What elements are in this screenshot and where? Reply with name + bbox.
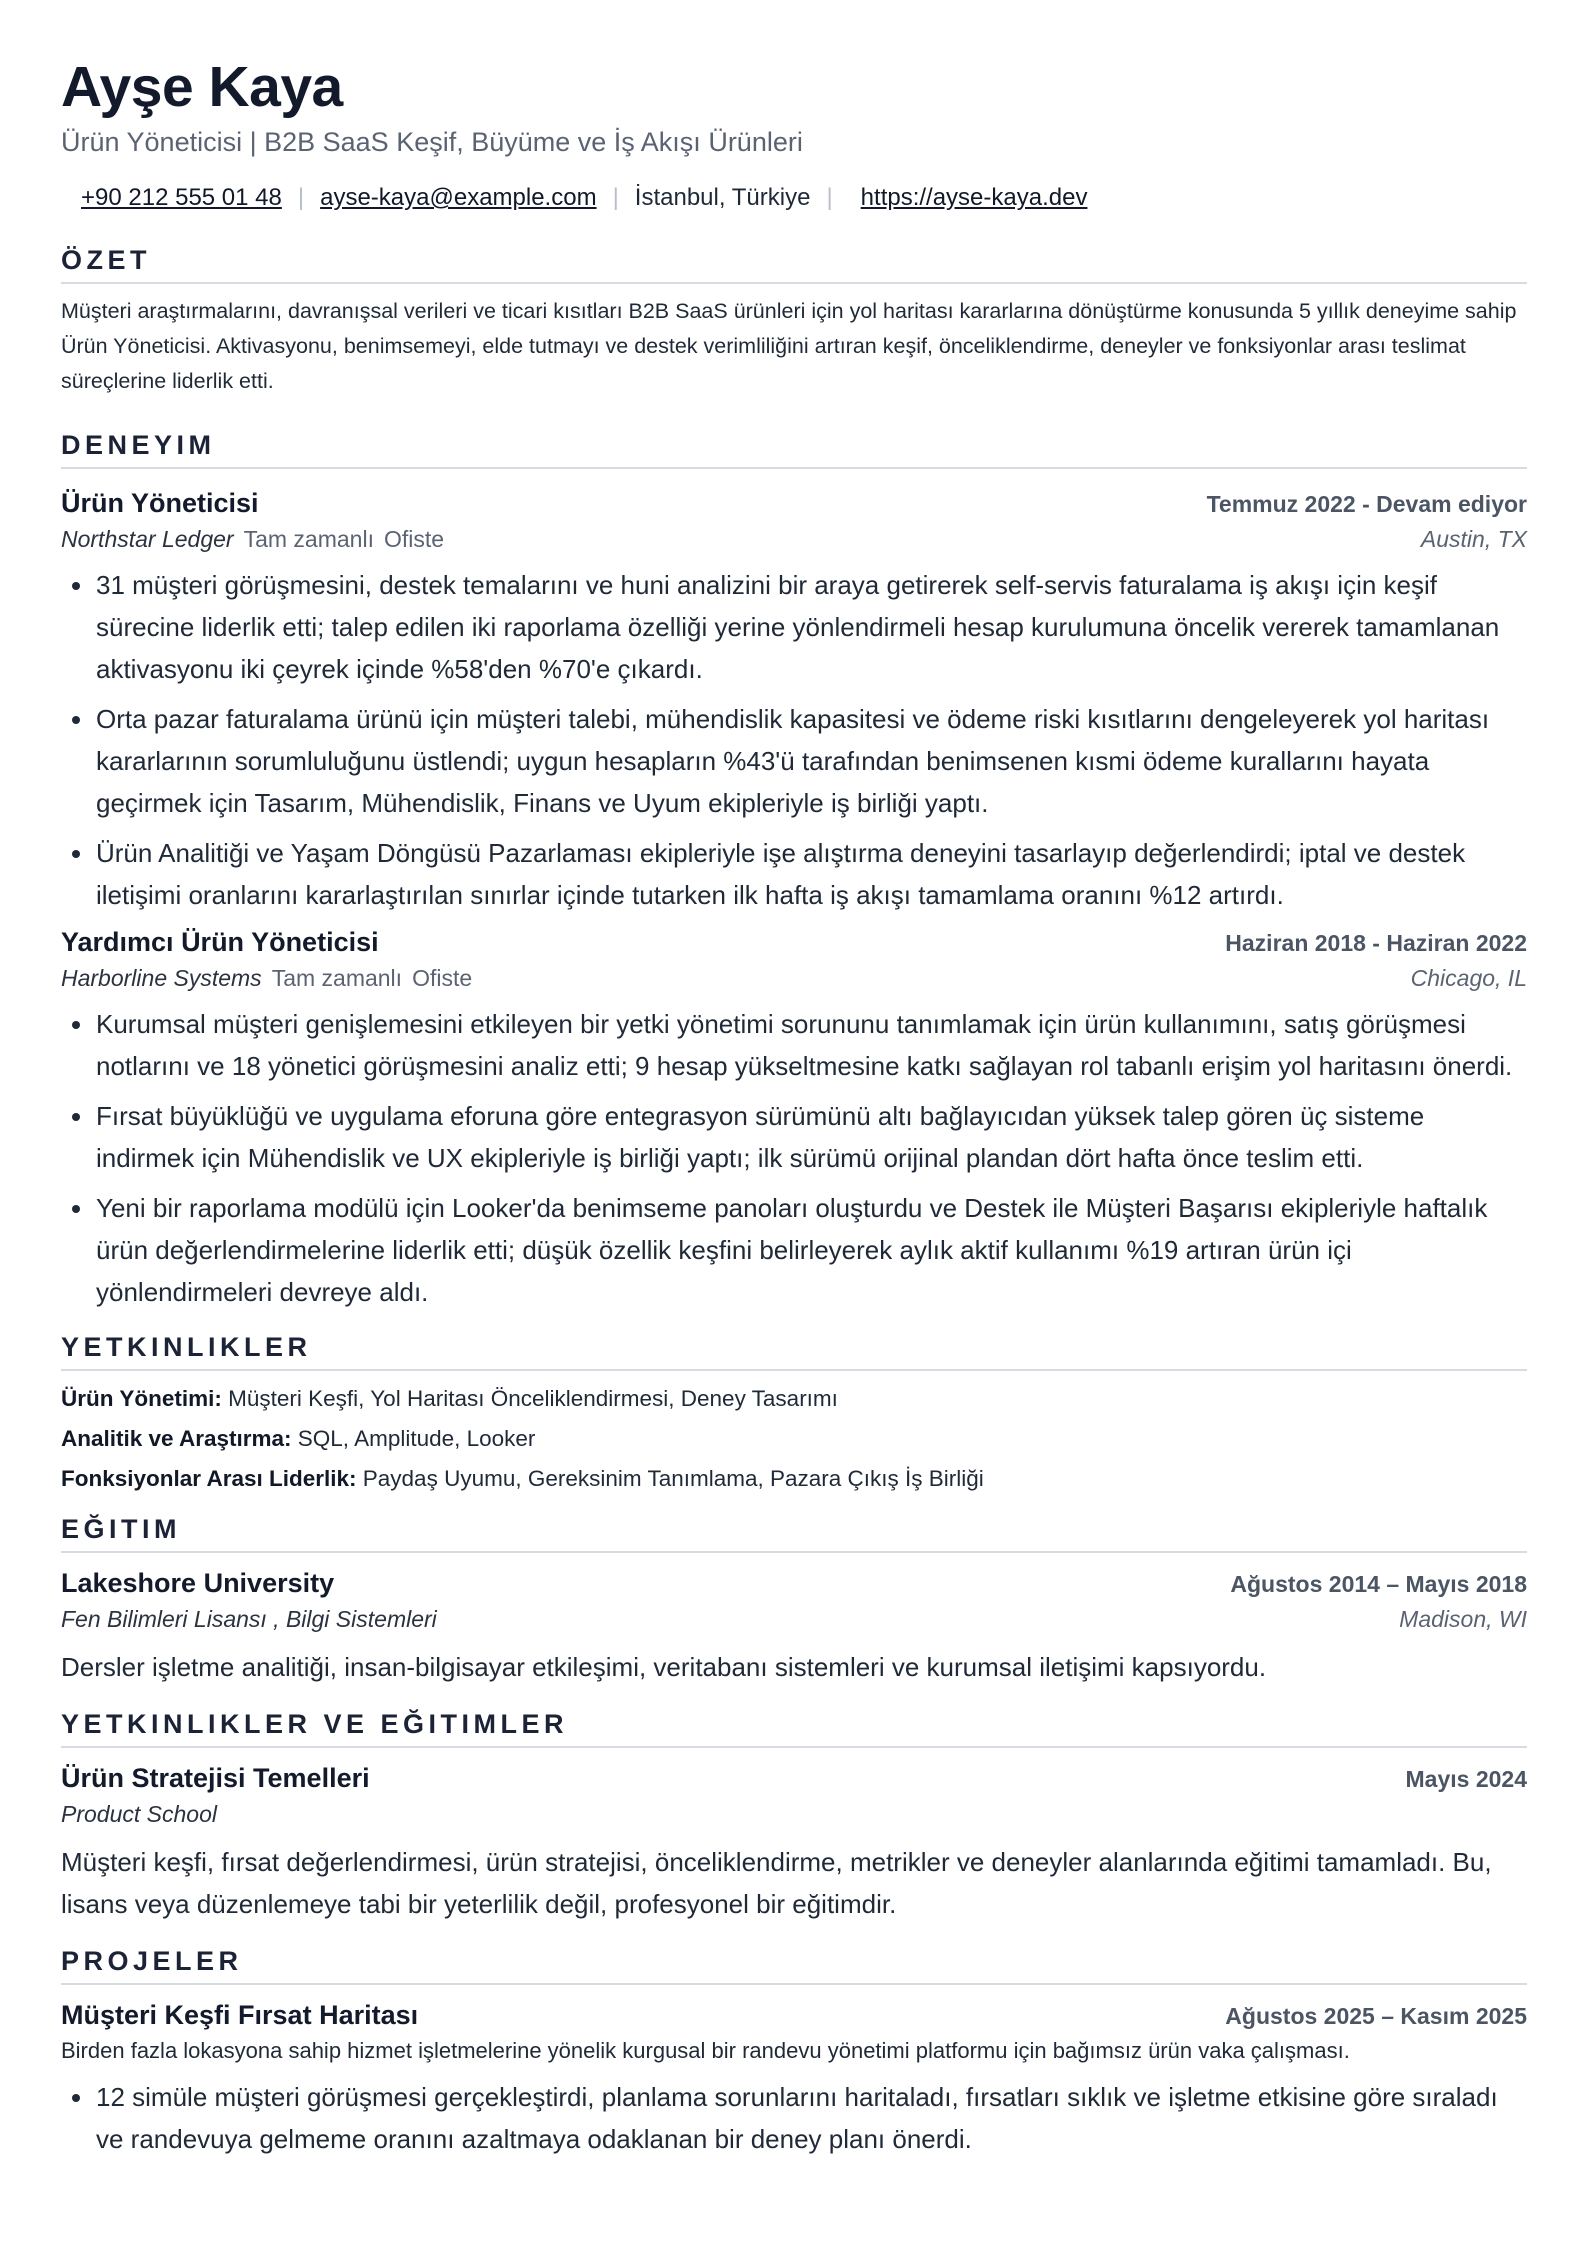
- section-title-education: EĞITIM: [61, 1513, 1527, 1553]
- section-title-experience: DENEYIM: [61, 429, 1527, 469]
- education-description: Dersler işletme analitiği, insan-bilgisayar etkileşimi, veritabanı sistemleri ve kurumsal iletişimi kapsıyordu.: [61, 1652, 1267, 1682]
- location-text: İstanbul, Türkiye: [634, 184, 811, 211]
- skill-value: SQL, Amplitude, Looker: [297, 1426, 536, 1451]
- contact-separator: |: [826, 184, 833, 211]
- job-type: Tam zamanlı: [243, 526, 374, 552]
- education-dates: Ağustos 2014 – Mayıs 2018: [1230, 1571, 1527, 1597]
- website-link[interactable]: https://ayse-kaya.dev: [860, 184, 1088, 211]
- job-role: Yardımcı Ürün Yöneticisi: [61, 927, 379, 957]
- skill-value: Müşteri Keşfi, Yol Haritası Önceliklendirmesi, Deney Tasarımı: [228, 1386, 838, 1411]
- training-provider: Product School: [61, 1801, 217, 1827]
- headline: Ürün Yöneticisi | B2B SaaS Keşif, Büyüme ve İş Akışı Ürünleri: [61, 127, 803, 157]
- degree: Fen Bilimleri Lisansı , Bilgi Sistemleri: [61, 1606, 437, 1632]
- email-link[interactable]: ayse-kaya@example.com: [320, 184, 597, 211]
- list-item: • Fırsat büyüklüğü ve uygulama eforuna göre entegrasyon sürümünü altı bağlayıcıdan yüksek talep gören üç sisteme indirmek için Mühendislik ve UX ekipleriyle iş birliği yaptı; ilk sürümü orijinal plandan dört hafta önce teslim etti.: [95, 1095, 1527, 1179]
- job-bullets: [61, 1003, 1527, 1313]
- skill-label: Analitik ve Araştırma:: [61, 1426, 292, 1451]
- skills-list: [61, 1379, 1527, 1499]
- section-title-summary: ÖZET: [61, 244, 1527, 284]
- training-name: Ürün Stratejisi Temelleri: [61, 1763, 370, 1793]
- job-role: Ürün Yöneticisi: [61, 488, 259, 518]
- summary-text: Müşteri araştırmalarını, davranışsal verileri ve ticari kısıtları B2B SaaS ürünleri için yol haritası kararlarına dönüştürme konusunda 5 yıllık deneyime sahip Ürün Yöneticisi. Aktivasyonu, benimsemeyi, elde tutmayı ve destek verimliliğini artıran keşif, önceliklendirme, deneyler ve fonksiyonlar arası teslimat süreçlerine liderlik etti.: [61, 299, 1517, 393]
- training-description: Müşteri keşfi, fırsat değerlendirmesi, ürün stratejisi, önceliklendirme, metrikler ve deneyler alanlarında eğitimi tamamladı. Bu, lisans veya düzenlemeye tabi bir yeterlilik değil, profesyonel bir eğitimdir.: [61, 1847, 1492, 1919]
- job-entry: [61, 924, 1527, 1313]
- skill-line: [61, 1459, 1527, 1499]
- job-mode: Ofiste: [383, 526, 445, 552]
- contact-bar: [61, 182, 1527, 214]
- section-title-projects: PROJELER: [61, 1945, 1527, 1985]
- project-entry: [61, 1997, 1527, 2160]
- skill-label: Fonksiyonlar Arası Liderlik:: [61, 1466, 357, 1491]
- job-company: Northstar Ledger: [61, 526, 234, 552]
- contact-separator: |: [612, 184, 619, 211]
- skill-label: Ürün Yönetimi:: [61, 1386, 222, 1411]
- project-bullets: [61, 2076, 1527, 2160]
- list-item: • Orta pazar faturalama ürünü için müşteri talebi, mühendislik kapasitesi ve ödeme riski kısıtlarını dengeleyerek yol haritası kararlarının sorumluluğunu üstlendi; uygun hesapların %43'ü tarafından benimsenen kısmi ödeme kurallarını hayata geçirmek için Tasarım, Mühendislik, Finans ve Uyum ekipleriyle iş birliği yaptı.: [95, 698, 1527, 824]
- list-item: • Yeni bir raporlama modülü için Looker'da benimseme panoları oluşturdu ve Destek ile Müşteri Başarısı ekipleriyle haftalık ürün değerlendirmelerine liderlik etti; düşük özellik keşfini belirleyerek aylık aktif kullanımı %19 artıran ürün içi yönlendirmeleri devreye aldı.: [95, 1187, 1527, 1313]
- section-title-skills: YETKINLIKLER: [61, 1331, 1527, 1371]
- training-date: Mayıs 2024: [1405, 1766, 1527, 1792]
- project-dates: Ağustos 2025 – Kasım 2025: [1225, 2003, 1527, 2029]
- job-dates: Haziran 2018 - Haziran 2022: [1225, 930, 1527, 956]
- job-company: Harborline Systems: [61, 965, 262, 991]
- skill-line: [61, 1419, 1527, 1459]
- list-item: • 31 müşteri görüşmesini, destek temalarını ve huni analizini bir araya getirerek self-servis faturalama iş akışı için keşif sürecine liderlik etti; talep edilen iki raporlama özelliği yerine yönlendirmeli hesap kurulumuna öncelik vererek tamamlanan aktivasyonu iki çeyrek içinde %58'den %70'e çıkardı.: [95, 564, 1527, 690]
- job-location: Austin, TX: [1420, 526, 1527, 552]
- list-item: • 12 simüle müşteri görüşmesi gerçekleştirdi, planlama sorunlarını haritaladı, fırsatları sıklık ve işletme etkisine göre sıraladı ve randevuya gelmeme oranını azaltmaya odaklanan bir deney planı önerdi.: [95, 2076, 1527, 2160]
- education-entry: [61, 1565, 1527, 1688]
- skill-line: [61, 1379, 1527, 1419]
- phone-link[interactable]: +90 212 555 01 48: [81, 184, 282, 211]
- list-item: • Ürün Analitiği ve Yaşam Döngüsü Pazarlaması ekipleriyle işe alıştırma deneyini tasarlayıp değerlendirdi; iptal ve destek iletişimi oranlarını kararlaştırılan sınırlar içinde tutarken ilk hafta iş akışı tamamlama oranını %12 artırdı.: [95, 832, 1527, 916]
- skill-value: Paydaş Uyumu, Gereksinim Tanımlama, Pazara Çıkış İş Birliği: [362, 1466, 984, 1491]
- job-mode: Ofiste: [412, 965, 473, 991]
- project-description: Birden fazla lokasyona sahip hizmet işletmelerine yönelik kurgusal bir randevu yönetimi platformu için bağımsız ürün vaka çalışması.: [61, 2038, 1350, 2063]
- candidate-name: Ayşe Kaya: [61, 55, 343, 119]
- job-dates: Temmuz 2022 - Devam ediyor: [1206, 491, 1527, 517]
- job-location: Chicago, IL: [1410, 965, 1527, 991]
- school-name: Lakeshore University: [61, 1568, 335, 1598]
- job-type: Tam zamanlı: [271, 965, 403, 991]
- contact-separator: |: [297, 184, 305, 211]
- section-title-training: YETKINLIKLER VE EĞITIMLER: [61, 1708, 1527, 1748]
- training-entry: [61, 1760, 1527, 1925]
- job-entry: [61, 485, 1527, 916]
- education-location: Madison, WI: [1399, 1606, 1527, 1632]
- list-item: • Kurumsal müşteri genişlemesini etkileyen bir yetki yönetimi sorununu tanımlamak için ürün kullanımını, satış görüşmesi notlarını ve 18 yönetici görüşmesini analiz etti; 9 hesap yükseltmesine katkı sağlayan rol tabanlı erişim yol haritasını önerdi.: [95, 1003, 1527, 1087]
- project-name: Müşteri Keşfi Fırsat Haritası: [61, 2000, 419, 2030]
- job-bullets: [61, 564, 1527, 916]
